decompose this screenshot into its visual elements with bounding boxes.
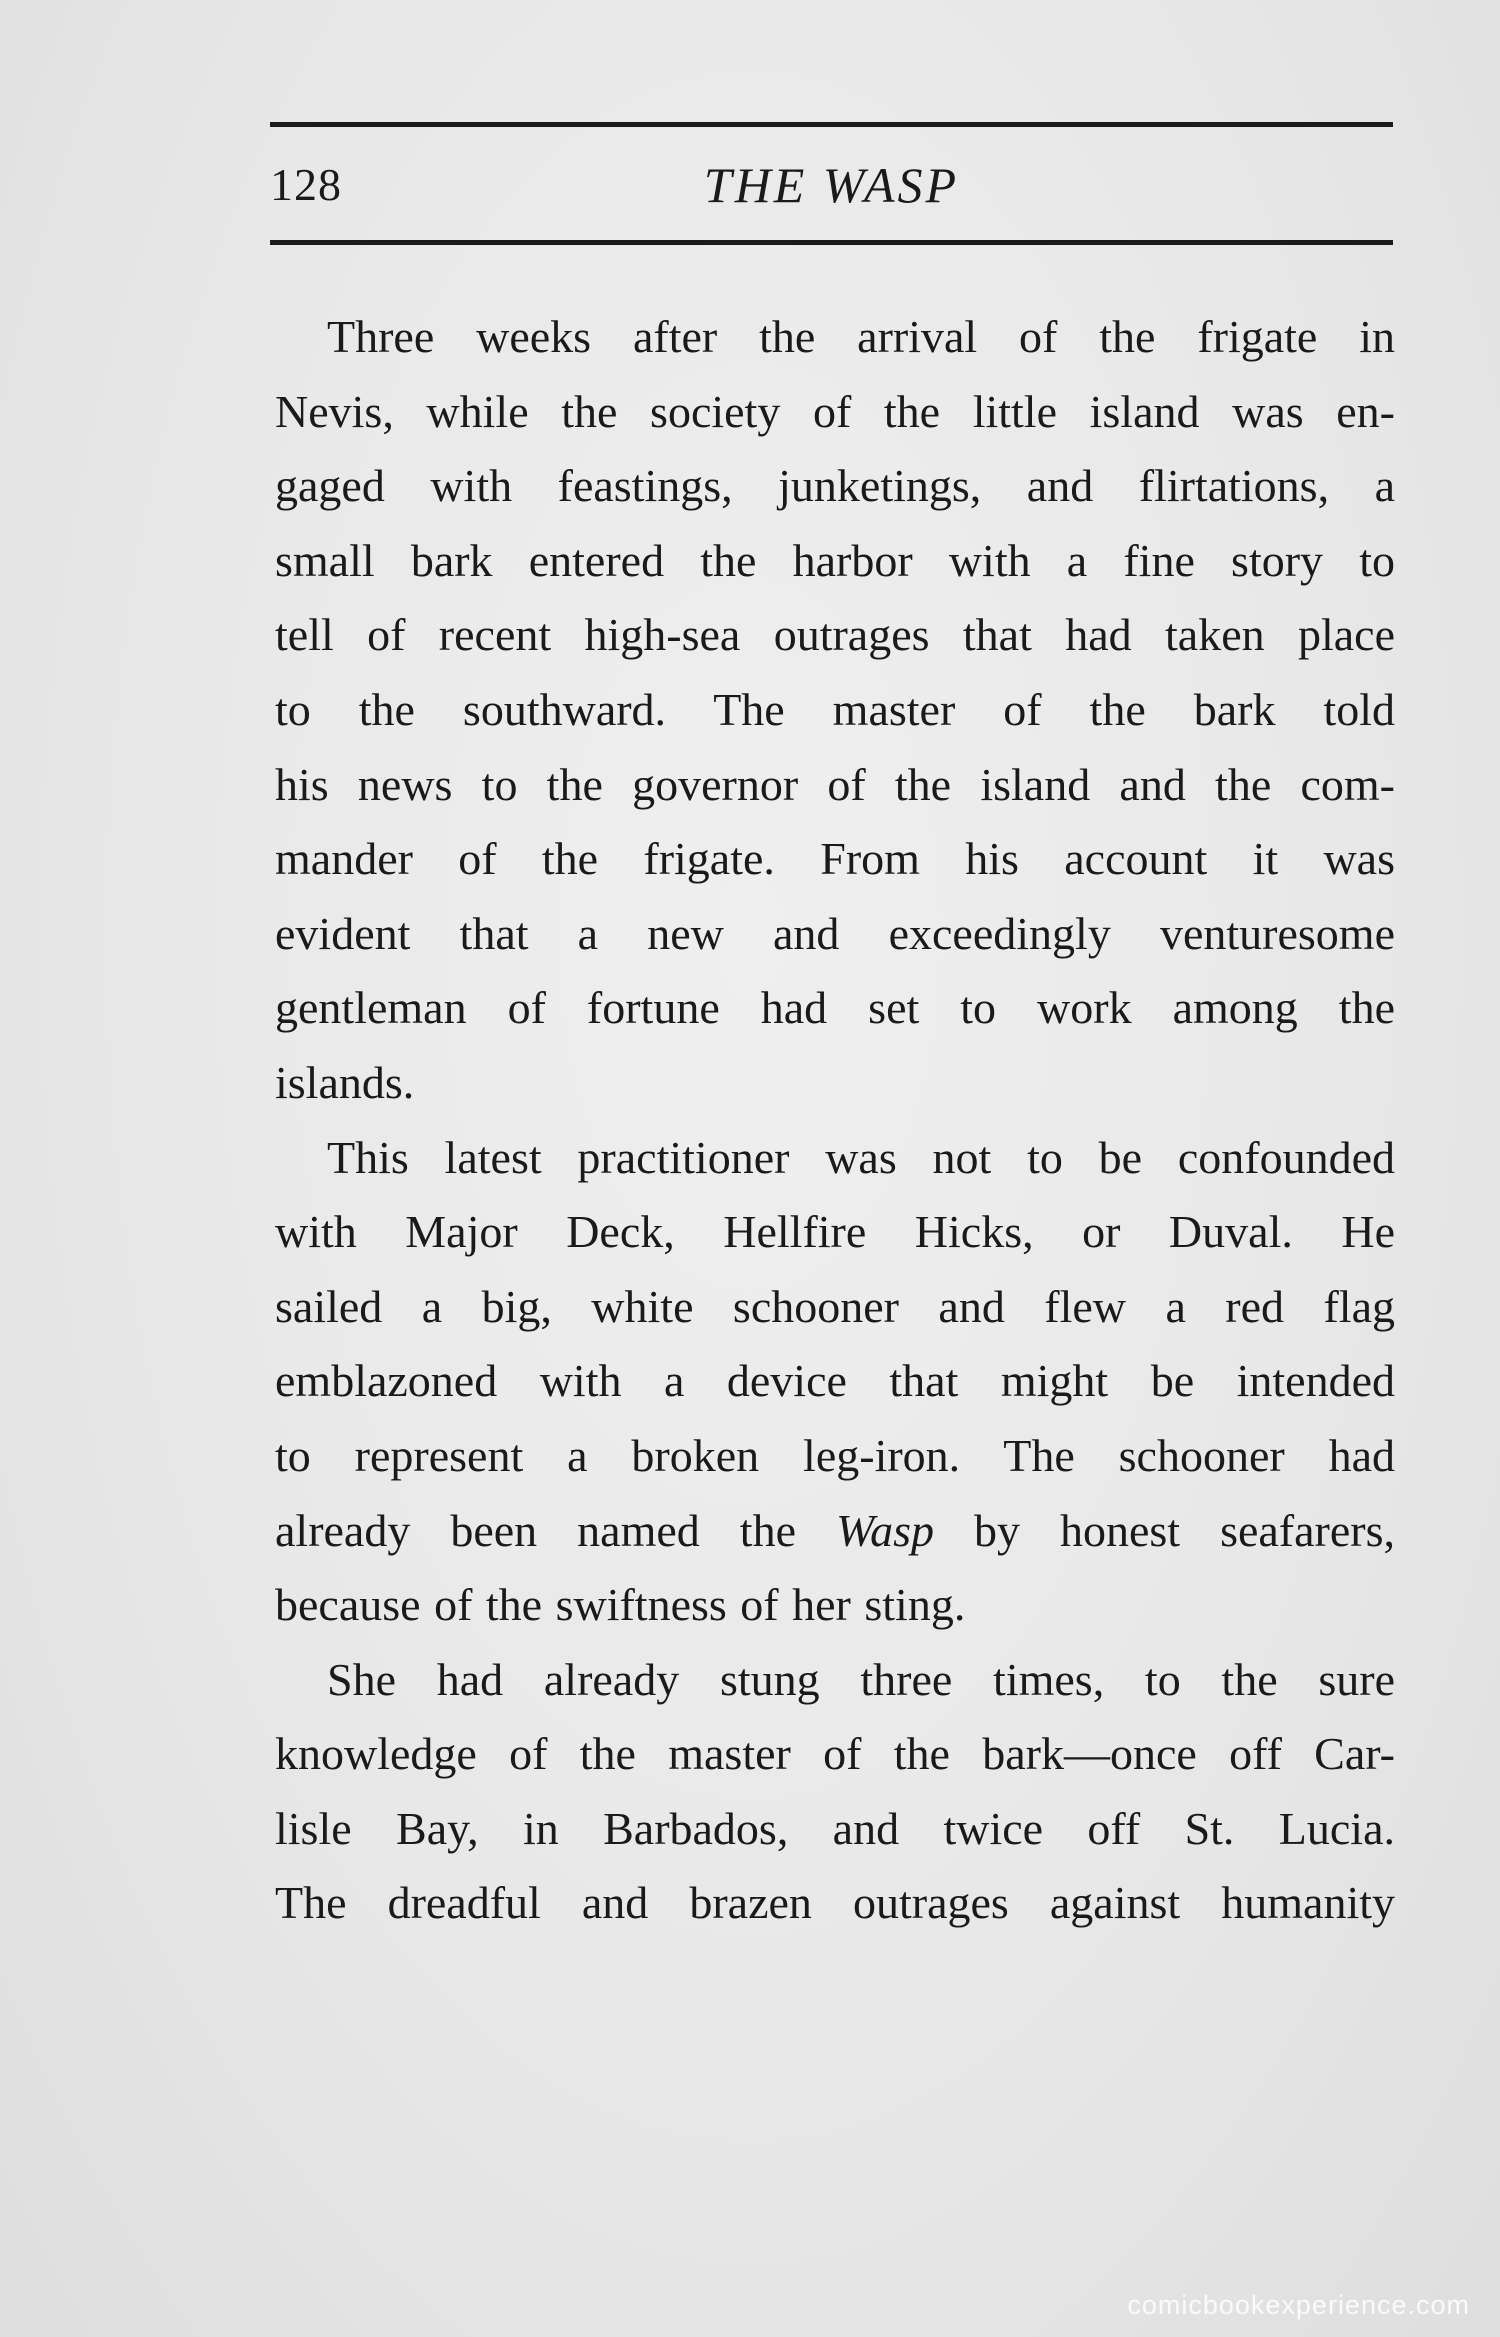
text-line: gaged with feastings, junketings, and flirtations, a	[275, 460, 1395, 512]
text-line: The dreadful and brazen outrages against humanity	[275, 1877, 1395, 1929]
text-line: This latest practitioner was not to be confounded	[327, 1131, 1395, 1183]
watermark: comicbookexperience.com	[1127, 2290, 1470, 2320]
text-line: emblazoned with a device that might be intended	[275, 1355, 1395, 1407]
page-number: 128	[270, 159, 342, 210]
paragraph-1	[275, 300, 1395, 1121]
text-line: Nevis, while the society of the little island was en-	[275, 385, 1395, 437]
running-title: THE WASP	[703, 157, 960, 213]
text-line: knowledge of the master of the bark—once off Car-	[275, 1728, 1395, 1780]
text-line: lisle Bay, in Barbados, and twice off St. Lucia.	[275, 1802, 1395, 1854]
text-line-with-italic	[275, 1494, 1395, 1569]
text-line: sailed a big, white schooner and flew a red flag	[275, 1280, 1395, 1332]
header-bottom-rule	[270, 240, 1393, 245]
text-line: gentleman of fortune had set to work among the	[275, 982, 1395, 1034]
text-line: mander of the frigate. From his account it was	[275, 833, 1395, 885]
text-line: small bark entered the harbor with a fine story to	[275, 534, 1395, 586]
body-text	[275, 300, 1395, 1941]
text-line: his news to the governor of the island and the com-	[275, 758, 1395, 810]
text-line: Three weeks after the arrival of the frigate in	[327, 311, 1395, 362]
paragraph-3	[275, 1643, 1395, 1941]
text-line: because of the swiftness of her sting.	[275, 1579, 966, 1631]
text-line: tell of recent high-sea outrages that had taken place	[275, 609, 1395, 661]
text-line: She had already stung three times, to the sure	[327, 1653, 1395, 1705]
text-line: islands.	[275, 1056, 415, 1108]
text-line: with Major Deck, Hellfire Hicks, or Duval. He	[275, 1206, 1395, 1258]
text-line: evident that a new and exceedingly venturesome	[275, 907, 1395, 959]
header-top-rule	[270, 122, 1393, 127]
text-segment: by honest seafarers,	[973, 1504, 1395, 1556]
italic-ship-name: Wasp	[835, 1504, 934, 1556]
running-header	[270, 150, 1393, 220]
text-segment: already been named the	[275, 1504, 796, 1556]
text-line: to represent a broken leg-iron. The schooner had	[275, 1429, 1395, 1481]
paragraph-2	[275, 1121, 1395, 1643]
text-line: to the southward. The master of the bark told	[275, 683, 1395, 735]
